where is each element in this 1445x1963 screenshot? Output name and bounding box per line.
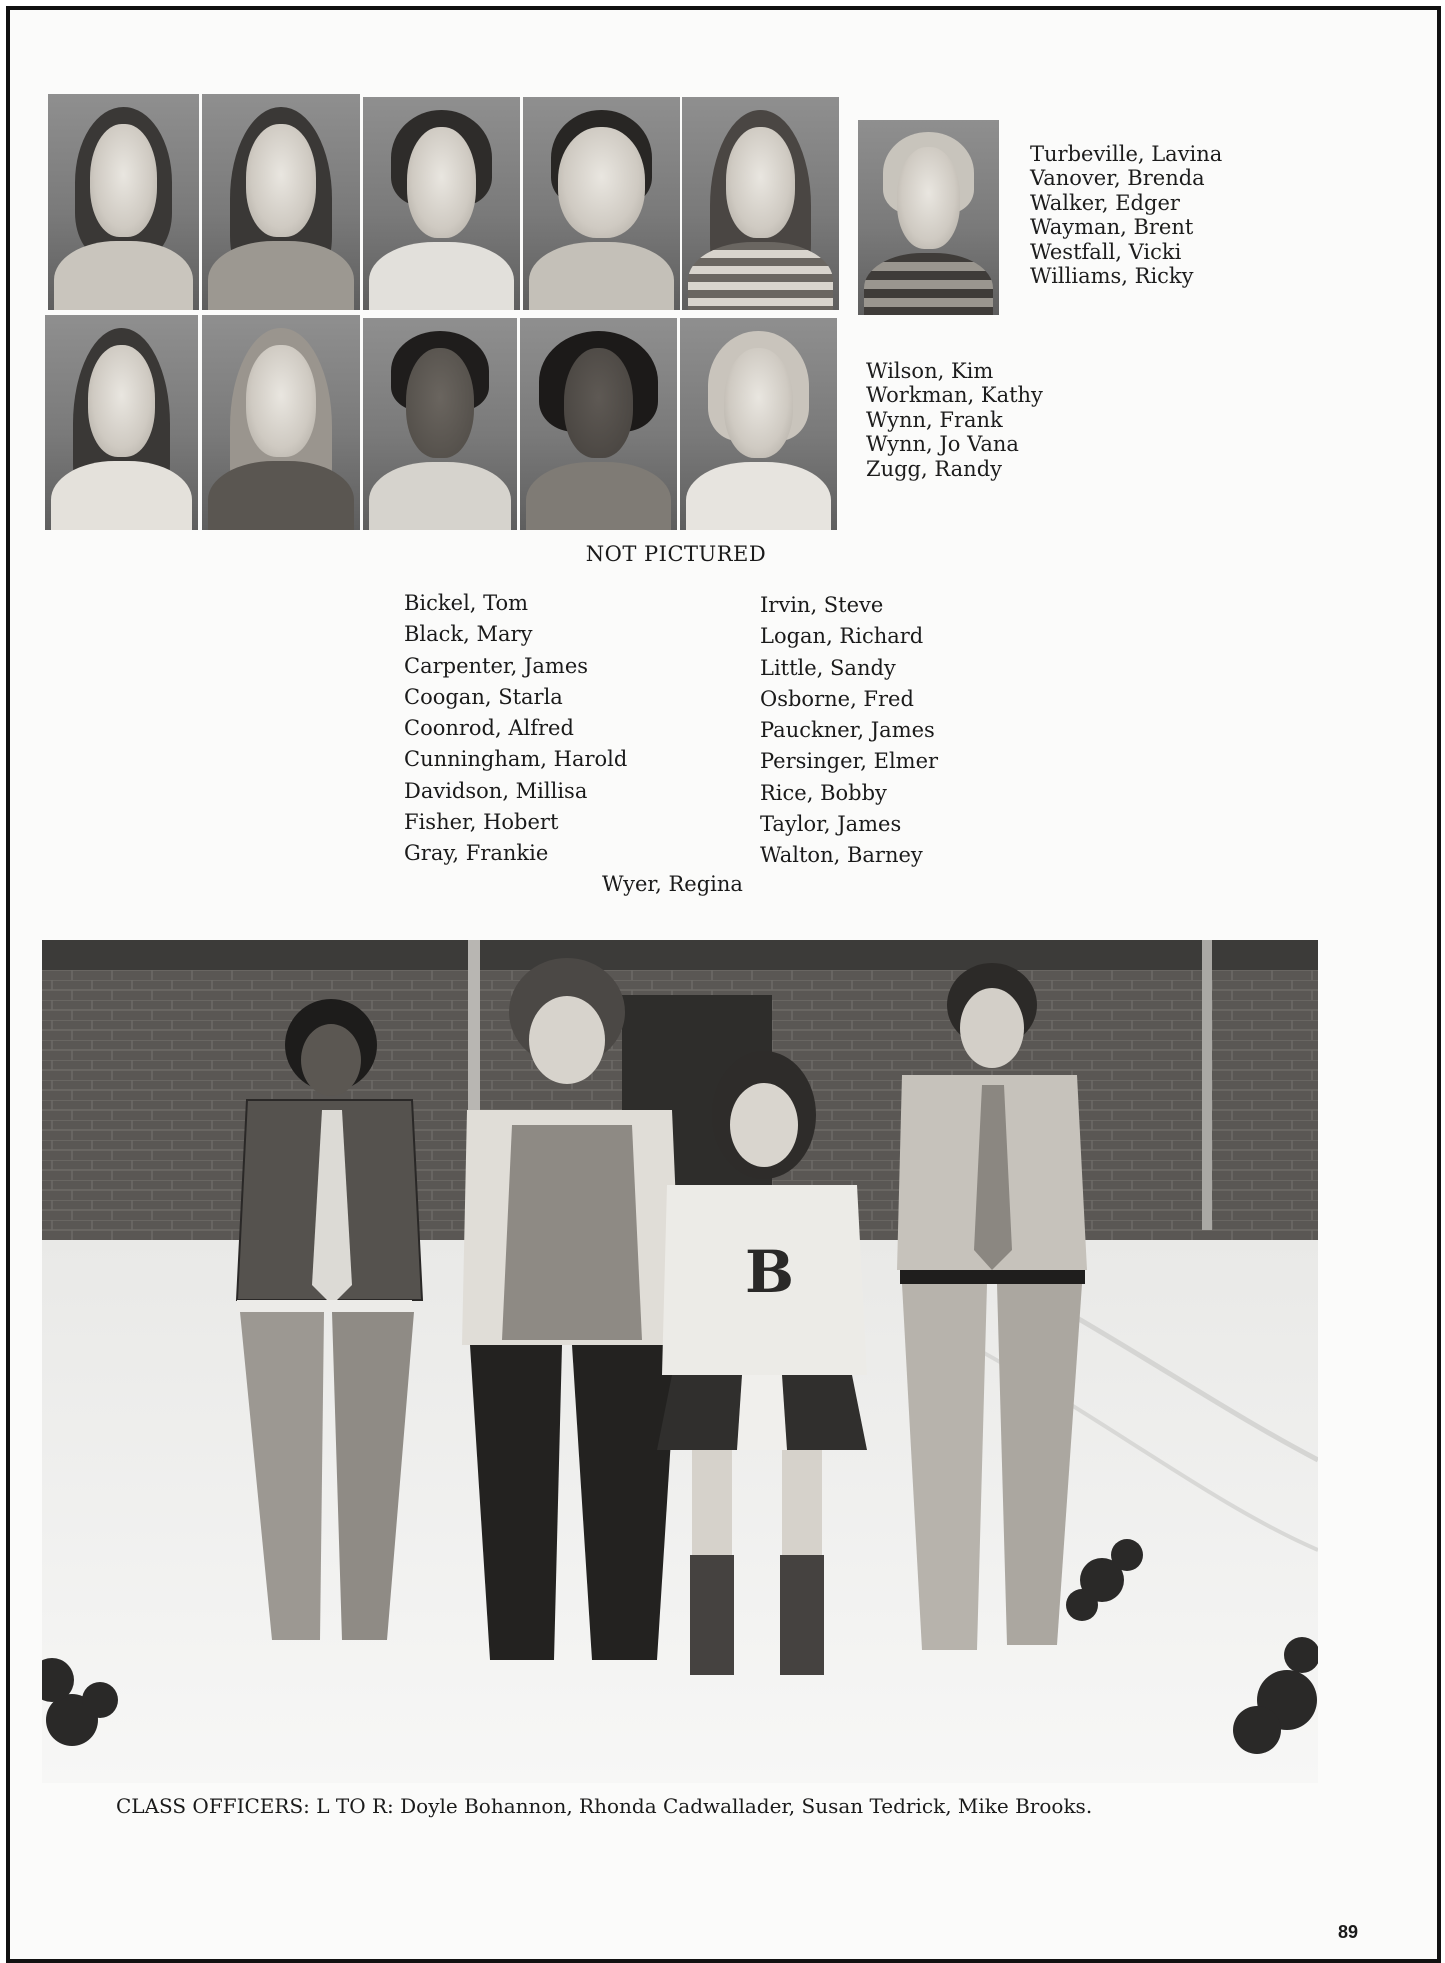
student-name: Wynn, Frank [866, 407, 1003, 432]
not-pictured-heading: NOT PICTURED [585, 542, 767, 566]
portrait-photo [48, 94, 199, 310]
portrait-names-row1 [1030, 142, 1222, 288]
student-name: Taylor, James [760, 812, 902, 837]
student-name: Coonrod, Alfred [404, 716, 574, 741]
student-name: Walton, Barney [760, 843, 923, 868]
student-name: Logan, Richard [760, 624, 924, 649]
student-name: Rice, Bobby [760, 780, 887, 805]
portrait-photo [202, 94, 360, 310]
not-pictured-right-column [760, 590, 938, 872]
student-name: Cunningham, Harold [404, 747, 628, 772]
student-name: Osborne, Fred [760, 686, 914, 711]
student-name: Wynn, Jo Vana [866, 432, 1019, 457]
student-name: Fisher, Hobert [404, 810, 559, 835]
portrait-photo [858, 120, 999, 315]
page-number: 89 [1338, 1922, 1359, 1942]
class-officers-caption: CLASS OFFICERS: L TO R: Doyle Bohannon, Rhonda Cadwallader, Susan Tedrick, Mike Brooks. [116, 1794, 1093, 1818]
student-name: Wyer, Regina [602, 872, 743, 896]
student-name: Carpenter, James [404, 653, 589, 678]
portrait-photo [45, 315, 198, 530]
student-name: Coogan, Starla [404, 684, 563, 709]
svg-text:B: B [745, 1238, 795, 1306]
portrait-photo [523, 97, 680, 310]
portrait-photo [520, 318, 677, 530]
student-name: Black, Mary [404, 622, 533, 647]
portrait-photo [680, 318, 837, 530]
student-name: Persinger, Elmer [760, 749, 939, 774]
student-name: Bickel, Tom [404, 591, 529, 615]
student-name: Wilson, Kim [866, 359, 994, 383]
student-name: Turbeville, Lavina [1030, 142, 1223, 166]
portrait-photo [363, 318, 517, 530]
student-name: Workman, Kathy [866, 383, 1043, 408]
portrait-photo [202, 315, 360, 530]
student-name: Gray, Frankie [404, 841, 549, 866]
portrait-photo [363, 97, 520, 310]
student-name: Zugg, Randy [866, 456, 1002, 481]
student-name: Wayman, Brent [1030, 215, 1194, 240]
portrait-photo [682, 97, 839, 310]
student-name: Westfall, Vicki [1030, 239, 1182, 264]
student-name: Williams, Ricky [1030, 263, 1194, 288]
class-officers-photo [42, 940, 1318, 1783]
student-name: Pauckner, James [760, 718, 935, 743]
student-name: Irvin, Steve [760, 593, 884, 617]
student-name: Walker, Edger [1030, 190, 1180, 215]
student-name: Vanover, Brenda [1030, 166, 1205, 191]
student-name: Davidson, Millisa [404, 778, 588, 803]
student-name: Little, Sandy [760, 655, 896, 680]
not-pictured-left-column [404, 588, 627, 870]
portrait-names-row2 [866, 359, 1043, 481]
